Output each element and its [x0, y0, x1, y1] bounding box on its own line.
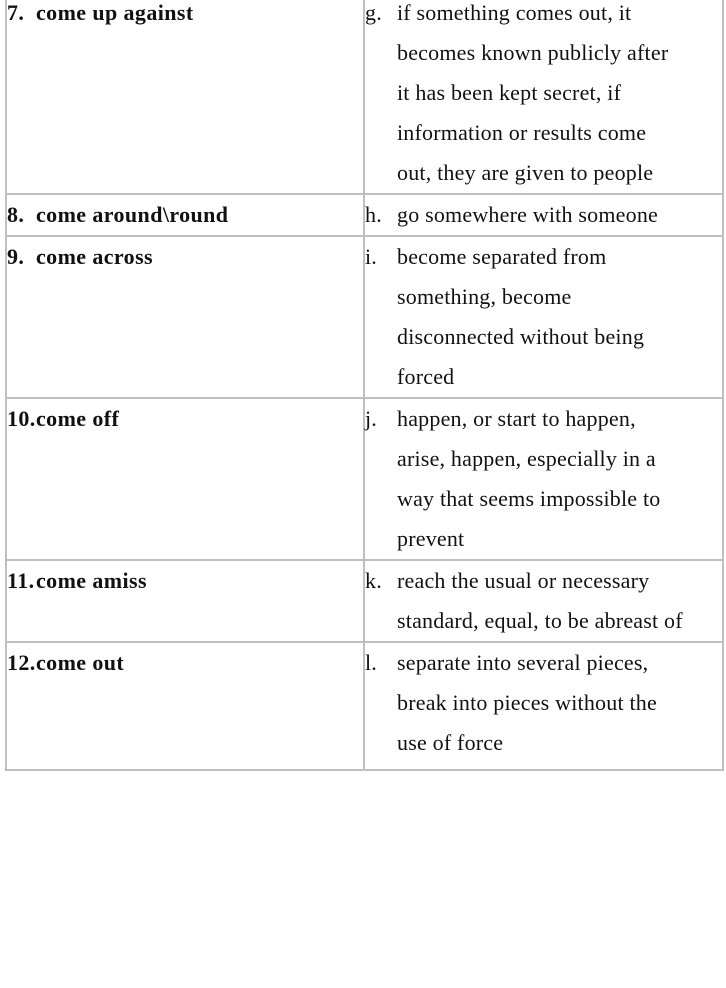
matching-table-body: [6, 0, 723, 770]
definition-line: go somewhere with someone: [397, 202, 658, 227]
phrasal-verb: come amiss: [36, 568, 147, 593]
definition-line: use of force: [397, 730, 504, 755]
table-row: [6, 398, 723, 560]
item-number: 9.: [7, 244, 25, 269]
phrase-entry: [7, 643, 363, 683]
option-letter: l.: [365, 650, 378, 675]
phrasal-verb: come up against: [36, 0, 194, 25]
definition-cell: [364, 560, 723, 642]
phrase-cell: [6, 398, 364, 560]
definition-cell: [364, 642, 723, 770]
definition-entry: [365, 0, 722, 193]
definition-line: separate into several pieces,: [397, 650, 649, 675]
phrase-entry: [7, 0, 363, 33]
definition-line: prevent: [397, 526, 465, 551]
definition-entry: [365, 195, 722, 235]
option-letter: g.: [365, 0, 382, 25]
phrase-entry: [7, 561, 363, 601]
table-row: [6, 560, 723, 642]
item-number: 12.: [7, 650, 36, 675]
item-number: 7.: [7, 0, 25, 25]
phrase-cell: [6, 0, 364, 194]
option-letter: j.: [365, 406, 378, 431]
item-number: 11.: [7, 568, 35, 593]
definition-line: something, become: [397, 284, 572, 309]
phrasal-verb: come across: [36, 244, 154, 269]
definition-entry: [365, 399, 722, 559]
definition-line: break into pieces without the: [397, 690, 657, 715]
phrase-entry: [7, 195, 363, 235]
definition-text: [397, 0, 722, 193]
definition-line: disconnected without being: [397, 324, 645, 349]
phrase-cell: [6, 642, 364, 770]
definition-text: [397, 643, 722, 763]
phrase-entry: [7, 399, 363, 439]
definition-line: arise, happen, especially in a: [397, 446, 656, 471]
definition-text: [397, 195, 722, 235]
definition-line: out, they are given to people: [397, 160, 654, 185]
phrase-entry: [7, 237, 363, 277]
definition-cell: [364, 0, 723, 194]
phrasal-verb: come out: [36, 650, 125, 675]
definition-text: [397, 399, 722, 559]
definition-cell: [364, 398, 723, 560]
phrasal-verb: come around\round: [36, 202, 229, 227]
table-row: [6, 194, 723, 236]
definition-line: way that seems impossible to: [397, 486, 661, 511]
definition-line: forced: [397, 364, 455, 389]
definition-line: if something comes out, it: [397, 0, 632, 25]
table-row: [6, 236, 723, 398]
definition-line: reach the usual or necessary: [397, 568, 650, 593]
definition-line: become separated from: [397, 244, 607, 269]
definition-line: it has been kept secret, if: [397, 80, 622, 105]
phrasal-verb: come off: [36, 406, 120, 431]
phrase-cell: [6, 560, 364, 642]
definition-text: [397, 237, 722, 397]
item-number: 8.: [7, 202, 25, 227]
table-row: [6, 642, 723, 770]
definition-entry: [365, 237, 722, 397]
definition-cell: [364, 236, 723, 398]
item-number: 10.: [7, 406, 36, 431]
definition-line: information or results come: [397, 120, 647, 145]
definition-entry: [365, 561, 722, 641]
phrase-cell: [6, 236, 364, 398]
definition-entry: [365, 643, 722, 763]
definition-cell: [364, 194, 723, 236]
definition-line: becomes known publicly after: [397, 40, 669, 65]
definition-line: standard, equal, to be abreast of: [397, 608, 683, 633]
option-letter: i.: [365, 244, 378, 269]
definition-line: happen, or start to happen,: [397, 406, 636, 431]
matching-table: [5, 0, 724, 771]
definition-text: [397, 561, 722, 641]
phrase-cell: [6, 194, 364, 236]
option-letter: h.: [365, 202, 382, 227]
option-letter: k.: [365, 568, 382, 593]
table-row: [6, 0, 723, 194]
